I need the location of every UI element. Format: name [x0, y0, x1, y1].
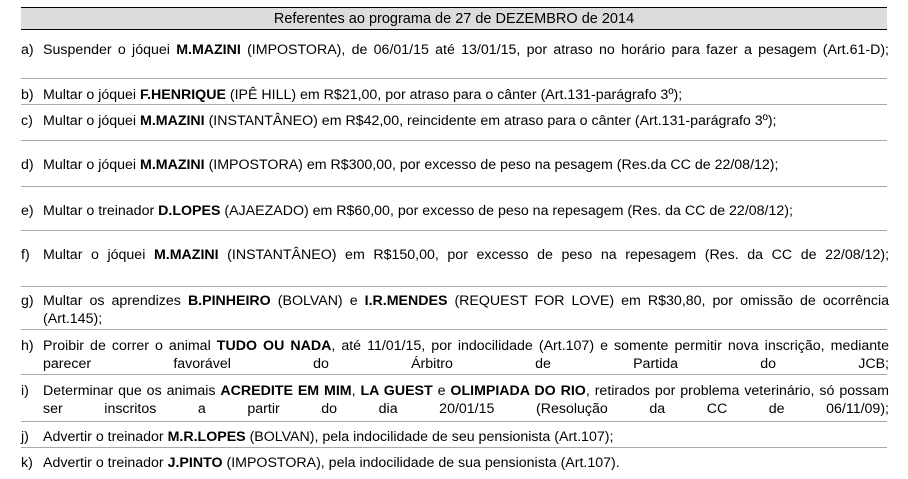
- divider: [21, 447, 887, 448]
- list-item: [21, 382, 889, 418]
- list-item: [21, 41, 889, 59]
- item-text: Multar o jóquei M.MAZINI (INSTANTÂNEO) em R$42,00, reincidente em atraso para o cânter (Art.131-parágrafo 3º);: [43, 113, 777, 129]
- divider: [21, 421, 887, 422]
- bold-name: M.MAZINI: [153, 247, 219, 263]
- bold-name: M.MAZINI: [140, 113, 205, 129]
- item-letter: f): [21, 247, 30, 263]
- item-letter: a): [21, 42, 34, 58]
- item-letter: e): [21, 203, 34, 219]
- item-letter: i): [21, 383, 29, 399]
- item-text: Suspender o jóquei M.MAZINI (IMPOSTORA), de 06/01/15 até 13/01/15, por atraso no horário para fazer a pesagem (Art.61-D);: [43, 42, 889, 58]
- bold-name: ACREDITE EM MIM: [220, 383, 352, 399]
- bold-name: D.LOPES: [158, 203, 221, 219]
- item-text: Multar o jóquei M.MAZINI (IMPOSTORA) em R$300,00, por excesso de peso na pesagem (Res.da CC de 22/08/12);: [43, 157, 779, 173]
- list-item: [21, 428, 889, 446]
- item-letter: g): [21, 293, 34, 309]
- divider: [21, 329, 887, 330]
- bold-name: OLIMPIADA DO RIO: [450, 383, 586, 399]
- item-letter: c): [21, 113, 33, 129]
- bold-name: M.MAZINI: [140, 157, 205, 173]
- list-item: [21, 454, 889, 472]
- list-item: [21, 246, 889, 264]
- item-letter: d): [21, 157, 34, 173]
- divider: [21, 186, 887, 187]
- divider: [21, 140, 887, 141]
- list-item: [21, 112, 889, 130]
- bold-name: B.PINHEIRO: [187, 293, 271, 309]
- item-letter: b): [21, 87, 34, 103]
- item-letter: k): [21, 455, 33, 471]
- item-letter: j): [21, 429, 29, 445]
- bold-name: J.PINTO: [167, 455, 223, 471]
- bold-name: M.MAZINI: [176, 42, 241, 58]
- divider: [21, 104, 887, 105]
- section-header: Referentes ao programa de 27 de DEZEMBRO de 2014: [21, 7, 887, 30]
- list-item: [21, 292, 889, 328]
- bold-name: F.HENRIQUE: [140, 87, 226, 103]
- divider: [21, 286, 887, 287]
- list-item: [21, 86, 889, 104]
- item-text: Proibir de correr o animal TUDO OU NADA, até 11/01/15, por indocilidade (Art.107) e somente permitir nova inscrição, mediante parecer favorável do Árbitro de Partida do JCB;: [43, 338, 890, 372]
- item-text: Multar o jóquei M.MAZINI (INSTANTÂNEO) em R$150,00, por excesso de peso na repesagem (Res. da CC de 22/08/12);: [43, 247, 890, 263]
- divider: [21, 78, 887, 79]
- item-text: Advertir o treinador M.R.LOPES (BOLVAN), pela indocilidade de seu pensionista (Art.107);: [43, 429, 614, 445]
- bold-name: LA GUEST: [360, 383, 433, 399]
- bold-name: TUDO OU NADA: [216, 338, 332, 354]
- item-text: Advertir o treinador J.PINTO (IMPOSTORA), pela indocilidade de sua pensionista (Art.107).: [43, 455, 620, 471]
- item-text: Determinar que os animais ACREDITE EM MIM, LA GUEST e OLIMPIADA DO RIO, retirados por problema veterinário, só possam ser inscritos a partir do dia 20/01/15 (Resolução da CC de 06/11/09);: [43, 383, 889, 417]
- divider: [21, 374, 887, 375]
- bold-name: I.R.MENDES: [364, 293, 448, 309]
- bold-name: M.R.LOPES: [167, 429, 246, 445]
- list-item: [21, 337, 889, 373]
- list-item: [21, 202, 889, 220]
- item-text: Multar o jóquei F.HENRIQUE (IPÊ HILL) em R$21,00, por atraso para o cânter (Art.131-parágrafo 3º);: [43, 87, 683, 103]
- item-text: Multar os aprendizes B.PINHEIRO (BOLVAN) e I.R.MENDES (REQUEST FOR LOVE) em R$30,80, por omissão de ocorrência (Art.145);: [43, 293, 889, 327]
- list-item: [21, 156, 889, 174]
- divider: [21, 230, 887, 231]
- item-letter: h): [21, 338, 34, 354]
- item-text: Multar o treinador D.LOPES (AJAEZADO) em R$60,00, por excesso de peso na repesagem (Res. da CC de 22/08/12);: [43, 203, 793, 219]
